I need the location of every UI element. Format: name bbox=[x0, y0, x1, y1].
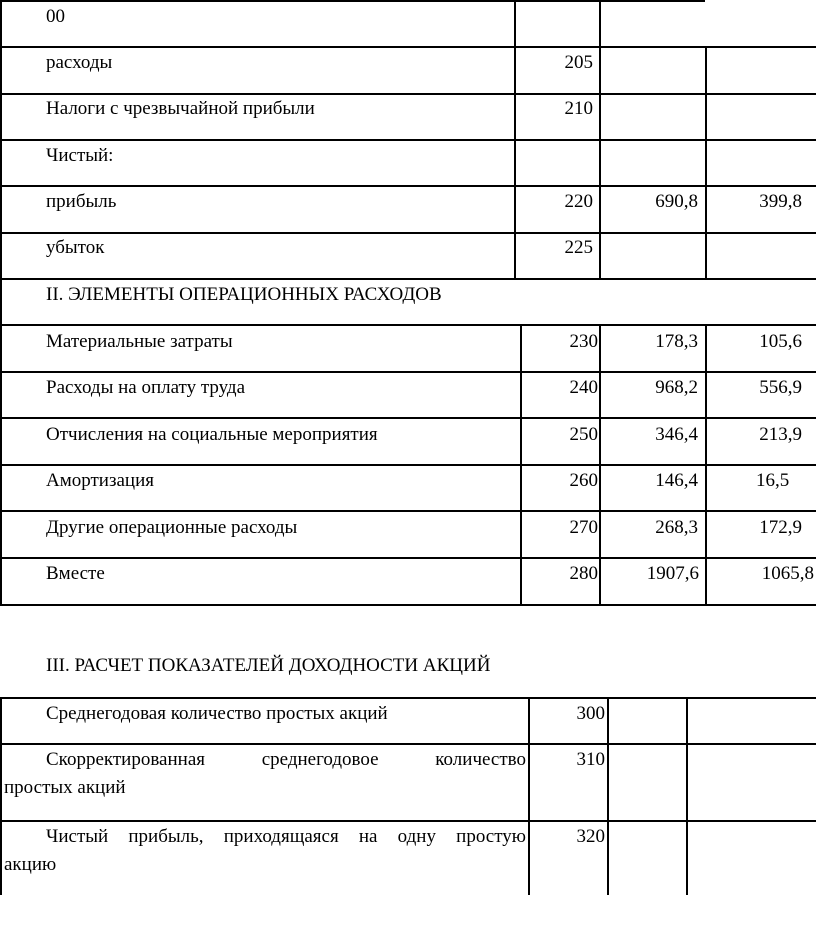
row-code: 310 bbox=[576, 749, 605, 770]
row-label: Налоги с чрезвычайной прибыли bbox=[46, 98, 315, 119]
row-value-1: 968,2 bbox=[655, 377, 698, 398]
row-value-1: 268,3 bbox=[655, 517, 698, 538]
row-code: 250 bbox=[569, 424, 598, 445]
row-label: Вместе bbox=[46, 563, 105, 584]
row-value-2: 16,5 bbox=[756, 470, 790, 491]
row-code: 280 bbox=[569, 563, 598, 584]
row-code: 260 bbox=[569, 470, 598, 491]
section-title: III. РАСЧЕТ ПОКАЗАТЕЛЕЙ ДОХОДНОСТИ АКЦИЙ bbox=[46, 655, 491, 676]
row-value-2: 172,9 bbox=[759, 517, 802, 538]
row-label: Среднегодовая количество простых акций bbox=[46, 703, 388, 724]
row-label: расходы bbox=[46, 52, 113, 73]
row-label: убыток bbox=[46, 237, 105, 258]
row-code: 225 bbox=[564, 237, 593, 258]
row-label: Другие операционные расходы bbox=[46, 517, 298, 538]
row-value-2: 556,9 bbox=[759, 377, 802, 398]
row-code: 210 bbox=[564, 98, 593, 119]
row-label: Отчисления на социальные мероприятия bbox=[46, 424, 378, 445]
row-label: Чистый прибыль, приходящаяся на одну простую bbox=[46, 826, 526, 847]
row-value-1: 146,4 bbox=[655, 470, 698, 491]
row-value-2: 399,8 bbox=[759, 191, 802, 212]
row-value-1: 346,4 bbox=[655, 424, 698, 445]
row-label: Материальные затраты bbox=[46, 331, 233, 352]
row-value-2: 105,6 bbox=[759, 331, 802, 352]
row-label: 00 bbox=[46, 6, 65, 27]
row-code: 320 bbox=[576, 826, 605, 847]
row-code: 240 bbox=[569, 377, 598, 398]
row-value-2: 213,9 bbox=[759, 424, 802, 445]
row-value-1: 178,3 bbox=[655, 331, 698, 352]
row-code: 205 bbox=[564, 52, 593, 73]
section-title: II. ЭЛЕМЕНТЫ ОПЕРАЦИОННЫХ РАСХОДОВ bbox=[46, 284, 442, 305]
row-value-2: 1065,8 bbox=[761, 563, 814, 584]
row-code: 270 bbox=[569, 517, 598, 538]
row-label: Скорректированная среднегодовое количество bbox=[46, 749, 526, 770]
row-value-1: 1907,6 bbox=[646, 563, 699, 584]
row-code: 220 bbox=[564, 191, 593, 212]
row-label: Амортизация bbox=[46, 470, 154, 491]
row-label: Расходы на оплату труда bbox=[46, 377, 246, 398]
row-label-continuation: акцию bbox=[4, 854, 57, 875]
row-label-continuation: простых акций bbox=[4, 777, 126, 798]
row-code: 230 bbox=[569, 331, 598, 352]
row-label: прибыль bbox=[46, 191, 117, 212]
row-value-1: 690,8 bbox=[655, 191, 698, 212]
row-label: Чистый: bbox=[46, 145, 114, 166]
row-code: 300 bbox=[576, 703, 605, 724]
